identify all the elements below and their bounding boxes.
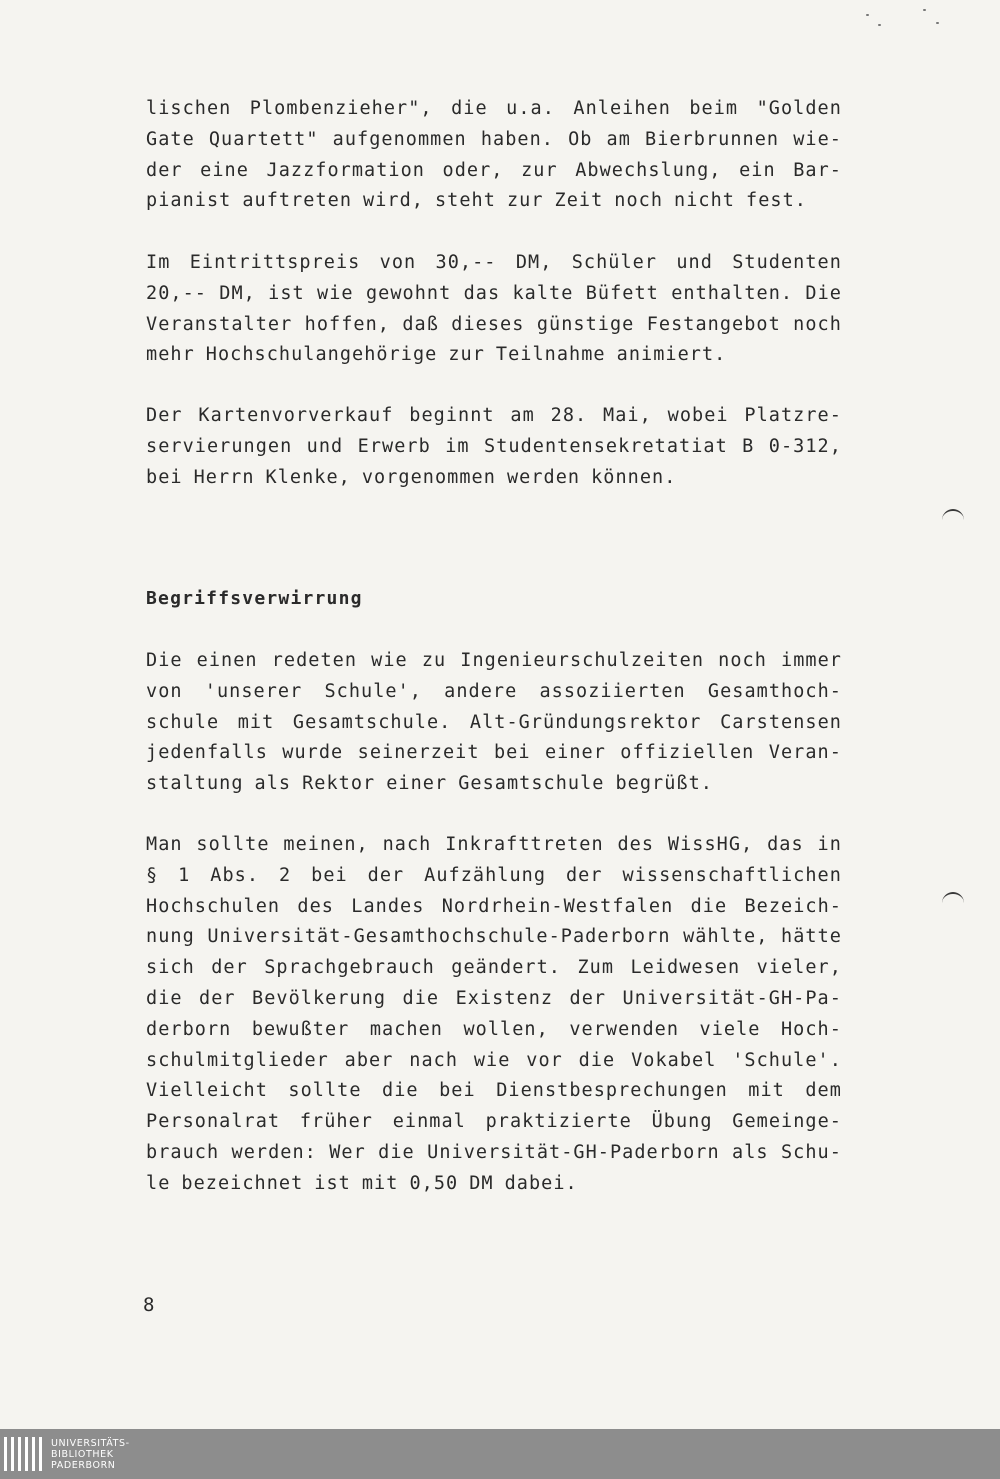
punch-hole-mark: [942, 509, 964, 525]
word: Landes: [351, 895, 425, 917]
word: einmal: [392, 1111, 466, 1133]
word: Abs.: [210, 864, 260, 886]
text-line: [146, 769, 842, 800]
paper-speck: [878, 24, 881, 26]
word: bei: [493, 742, 531, 764]
text-line: [146, 340, 842, 371]
word: Zeit: [554, 190, 604, 212]
word: B: [742, 435, 755, 457]
word: am: [510, 405, 535, 426]
word: wird,: [363, 190, 424, 212]
word: werden: [506, 466, 581, 488]
word: DM,: [515, 252, 553, 273]
word: Vokabel: [631, 1049, 717, 1071]
library-logo-text: [51, 1438, 130, 1471]
word: dieses: [451, 313, 525, 335]
word: des: [297, 895, 334, 917]
word: der: [146, 159, 183, 181]
word: bei: [146, 466, 183, 488]
paragraph-2: [146, 248, 842, 371]
text-line: [146, 248, 842, 279]
word: die: [451, 98, 488, 119]
word: Übung: [651, 1111, 713, 1133]
word: und: [306, 435, 344, 457]
word: bei: [439, 1080, 476, 1102]
text-line: [146, 830, 842, 861]
word: Wer: [329, 1141, 366, 1163]
word: andere: [444, 680, 518, 702]
word: Schule',: [324, 680, 422, 702]
word: Leidwesen: [630, 957, 741, 979]
library-logo-icon: [4, 1437, 42, 1471]
word: und: [676, 252, 713, 273]
text-line: [146, 953, 842, 984]
word: Vielleicht: [146, 1080, 268, 1102]
word: Rektor: [302, 773, 376, 795]
word: DM,: [219, 282, 256, 304]
word: dem: [805, 1080, 842, 1102]
text-line: [146, 186, 842, 217]
word: 1: [178, 864, 191, 886]
library-footer-bar: [0, 1429, 1000, 1479]
word: dabei.: [504, 1172, 578, 1194]
word: vor: [526, 1049, 563, 1071]
word: aber: [344, 1049, 394, 1071]
word: nach: [409, 1049, 459, 1071]
word: Veranstalter: [146, 313, 293, 335]
word: Sprachgebrauch: [264, 957, 435, 979]
word: zu: [421, 650, 447, 671]
word: kalte: [512, 282, 574, 304]
word: einer: [544, 742, 606, 764]
word: Man: [146, 834, 183, 855]
word: Hoch-: [780, 1018, 842, 1040]
word: früher: [299, 1111, 373, 1133]
text-line: [146, 1015, 842, 1046]
word: der: [211, 957, 248, 979]
word: Carstensen: [720, 711, 842, 733]
word: die: [382, 1080, 419, 1102]
word: praktizierte: [485, 1111, 632, 1133]
word: zur: [506, 190, 544, 212]
word: wurde: [282, 742, 344, 764]
text-line: [146, 738, 842, 769]
word: 0-312,: [768, 435, 842, 457]
text-line: [146, 922, 842, 953]
word: am: [606, 128, 631, 150]
word: bewußter: [251, 1018, 350, 1040]
word: immer: [781, 650, 842, 671]
word: bezeichnet: [181, 1172, 304, 1194]
word: redeten: [271, 650, 358, 671]
word: die: [690, 895, 728, 917]
word: Plombenzieher",: [249, 98, 433, 119]
word: Im: [146, 252, 171, 273]
word: die: [146, 987, 183, 1009]
word: Dienstbesprechungen: [496, 1080, 728, 1102]
word: mit: [361, 1172, 399, 1194]
word: der: [569, 987, 607, 1009]
word: Ingenieurschulzeiten: [460, 650, 705, 671]
word: Studenten: [732, 252, 842, 273]
word: begrüßt.: [615, 773, 713, 795]
word: das: [767, 834, 804, 855]
word: der: [565, 864, 603, 886]
word: 20,--: [146, 282, 207, 304]
word: 'unserer: [204, 680, 303, 702]
word: schulmitglieder: [146, 1049, 329, 1071]
word: haben.: [480, 128, 554, 150]
word: eine: [200, 159, 249, 181]
word: als: [254, 773, 292, 795]
word: meinen,: [283, 834, 369, 855]
word: gewohnt: [365, 282, 452, 304]
word: Bierbrunnen: [645, 128, 780, 150]
word: Mai,: [603, 405, 652, 426]
word: Zum: [577, 957, 615, 979]
punch-hole-mark: [942, 892, 964, 908]
text-line: [146, 1046, 842, 1077]
text-line: [146, 125, 842, 156]
word: Büfett: [585, 282, 659, 304]
word: wie: [317, 282, 354, 304]
text-line: [146, 1169, 842, 1200]
word: derborn: [146, 1018, 232, 1040]
word: Universität-GH-Paderborn: [427, 1141, 720, 1163]
word: Die: [805, 282, 842, 304]
word: einer: [386, 773, 448, 795]
text-line: [146, 861, 842, 892]
word: pianist: [146, 190, 232, 212]
word: wie: [371, 650, 408, 671]
word: Herrn: [193, 466, 255, 488]
word: Jazzformation: [266, 159, 425, 181]
word: staltung: [146, 773, 244, 795]
word: 2: [278, 864, 292, 886]
word: noch: [793, 313, 842, 335]
paper-speck: [866, 14, 869, 16]
word: "Golden: [756, 98, 842, 119]
word: Abwechslung,: [575, 159, 722, 181]
word: §: [146, 864, 159, 886]
word: des: [617, 834, 655, 855]
text-line: [146, 279, 842, 310]
word: viele: [699, 1018, 761, 1040]
word: Der: [146, 405, 183, 426]
paragraph-3: [146, 401, 842, 493]
word: daß: [402, 313, 439, 335]
word: Bezeich-: [744, 895, 842, 917]
word: enthalten.: [671, 282, 794, 304]
word: animiert.: [616, 344, 727, 366]
word: hoffen,: [304, 313, 390, 335]
word: wie: [473, 1049, 511, 1071]
section-heading: Begriffsverwirrung: [146, 588, 363, 609]
word: geändert.: [451, 957, 561, 979]
word: der: [367, 864, 405, 886]
word: zur: [521, 159, 558, 181]
word: fest.: [746, 190, 807, 212]
word: Gemeinge-: [732, 1111, 842, 1133]
word: nung: [146, 926, 195, 948]
text-line: [146, 310, 842, 341]
text-line: [146, 1138, 842, 1169]
word: WissHG,: [667, 834, 754, 855]
word: im: [445, 435, 470, 457]
word: Eintrittspreis: [189, 252, 361, 273]
text-line: [146, 94, 842, 125]
word: Bar-: [793, 159, 842, 181]
word: DM: [469, 1172, 494, 1194]
word: sollte: [196, 834, 270, 855]
word: jedenfalls: [146, 742, 268, 764]
word: 'Schule'.: [732, 1049, 842, 1071]
word: zur: [448, 344, 485, 366]
word: ist: [314, 1172, 351, 1194]
word: wählte,: [683, 926, 769, 948]
word: assoziierten: [539, 680, 686, 702]
word: die: [378, 1141, 415, 1163]
word: die: [578, 1049, 616, 1071]
text-line: [146, 401, 842, 432]
word: Klenke,: [265, 466, 351, 488]
word: wie-: [793, 128, 842, 150]
word: brauch: [146, 1141, 220, 1163]
word: Gesamthoch-: [707, 680, 842, 702]
word: können.: [591, 466, 677, 488]
page-number: 8: [143, 1294, 155, 1316]
word: Hochschulen: [146, 895, 281, 917]
word: le: [146, 1172, 171, 1194]
library-name-line-3: PADERBORN: [51, 1459, 116, 1471]
word: wollen,: [463, 1018, 549, 1040]
word: Quartett": [208, 128, 319, 150]
word: wobei: [667, 405, 729, 426]
text-line: [146, 432, 842, 463]
word: einen: [196, 650, 258, 671]
word: von: [146, 680, 183, 702]
word: seinerzeit: [357, 742, 480, 764]
word: Teilnahme: [495, 344, 606, 366]
word: servierungen: [146, 435, 293, 457]
library-name-line-2: BIBLIOTHEK: [51, 1448, 114, 1460]
word: Gesamtschule.: [292, 711, 452, 733]
word: nach: [382, 834, 432, 855]
word: verwenden: [569, 1018, 680, 1040]
word: hätte: [781, 926, 842, 948]
word: ist: [268, 282, 305, 304]
word: Universität-Gesamthochschule-Paderborn: [207, 926, 671, 948]
word: Nordrhein-Westfalen: [441, 895, 674, 917]
text-line: [146, 708, 842, 739]
text-line: [146, 1107, 842, 1138]
word: Platzre-: [744, 405, 842, 426]
word: oder,: [442, 159, 504, 181]
word: offiziellen: [620, 742, 755, 764]
word: Inkrafttreten: [445, 834, 604, 855]
text-line: [146, 892, 842, 923]
word: Ob: [568, 128, 593, 150]
text-line: [146, 1076, 842, 1107]
text-line: [146, 984, 842, 1015]
word: schule: [146, 711, 220, 733]
word: noch: [718, 650, 767, 671]
word: Die: [146, 650, 183, 671]
word: sollte: [288, 1080, 362, 1102]
word: 30,--: [435, 252, 497, 273]
library-name-line-1: UNIVERSITÄTS-: [51, 1437, 130, 1449]
word: Schüler: [571, 252, 658, 273]
word: günstige: [536, 313, 635, 335]
word: beginnt: [409, 405, 495, 426]
text-line: [146, 156, 842, 187]
text-line: [146, 646, 842, 677]
word: Anleihen: [573, 98, 671, 119]
word: Festangebot: [646, 313, 781, 335]
paper-speck: [923, 9, 926, 11]
word: sich: [146, 957, 195, 979]
word: ein: [739, 159, 776, 181]
word: Studentensekretatiat: [484, 435, 728, 457]
word: mit: [748, 1080, 785, 1102]
word: wissenschaftlichen: [622, 864, 842, 886]
word: werden:: [231, 1141, 317, 1163]
word: der: [199, 987, 236, 1009]
word: Veran-: [768, 742, 842, 764]
word: vorgenommen: [361, 466, 496, 488]
word: beim: [689, 98, 739, 119]
word: Alt-Gründungsrektor: [469, 711, 702, 733]
library-logo: [4, 1429, 130, 1479]
text-line: [146, 463, 842, 494]
word: bei: [311, 864, 348, 886]
word: Hochschulangehörige: [205, 344, 438, 366]
word: vieler,: [756, 957, 842, 979]
word: das: [463, 282, 501, 304]
word: mit: [237, 711, 275, 733]
paper-speck: [936, 22, 939, 24]
word: aufgenommen: [332, 128, 467, 150]
word: lischen: [146, 98, 232, 119]
paragraph-5: [146, 830, 842, 1200]
word: Personalrat: [146, 1111, 281, 1133]
word: in: [817, 834, 842, 855]
word: u.a.: [506, 98, 555, 119]
word: 28.: [550, 405, 588, 426]
word: steht: [434, 190, 496, 212]
word: Schu-: [780, 1141, 842, 1163]
word: machen: [369, 1018, 443, 1040]
word: von: [379, 252, 417, 273]
word: Bevölkerung: [252, 987, 387, 1009]
word: 0,50: [409, 1172, 459, 1194]
word: Existenz: [455, 987, 554, 1009]
word: Erwerb: [357, 435, 431, 457]
word: die: [402, 987, 440, 1009]
word: Aufzählung: [424, 864, 547, 886]
word: noch: [614, 190, 664, 212]
word: Universität-GH-Pa-: [622, 987, 842, 1009]
word: Kartenvorverkauf: [198, 405, 394, 426]
word: Gesamtschule: [458, 773, 605, 795]
word: auftreten: [242, 190, 353, 212]
paragraph-1: [146, 94, 842, 217]
paragraph-4: [146, 646, 842, 800]
word: als: [732, 1141, 769, 1163]
word: Gate: [146, 128, 195, 150]
word: nicht: [674, 190, 735, 212]
text-line: [146, 677, 842, 708]
word: mehr: [146, 344, 195, 366]
